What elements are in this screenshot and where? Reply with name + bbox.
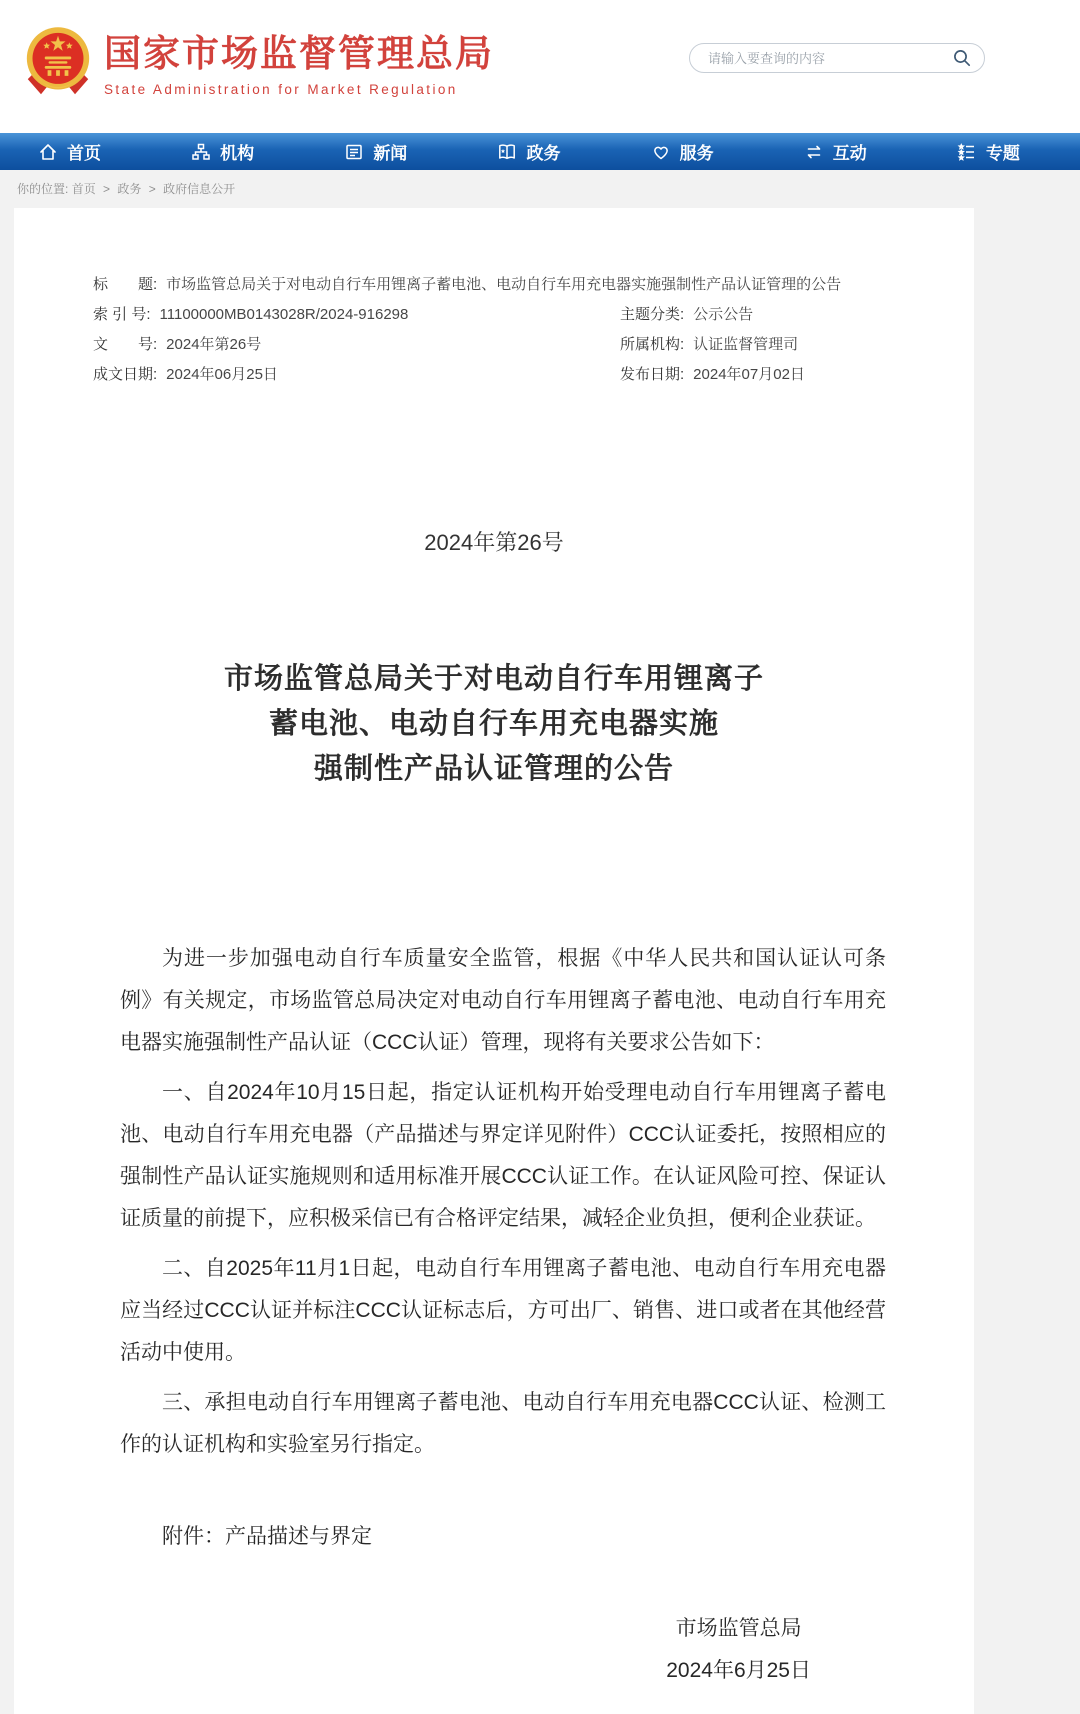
- site-header: [0, 0, 1080, 133]
- meta-value-topic-category: 公示公告: [693, 306, 754, 323]
- signature-org: 市场监管总局: [675, 1617, 802, 1640]
- meta-label-issuing-dept: 所属机构:: [620, 336, 685, 353]
- nav-item-home[interactable]: [38, 139, 101, 164]
- doc-title-line: 市场监管总局关于对电动自行车用锂离子: [223, 663, 764, 695]
- search-icon[interactable]: [952, 48, 972, 68]
- breadcrumb-separator: >: [148, 182, 156, 196]
- nav-item-org[interactable]: [191, 139, 254, 164]
- news-icon: [344, 142, 364, 162]
- meta-value-title: 市场监管总局关于对电动自行车用锂离子蓄电池、电动自行车用充电器实施强制性产品认证管理的公告: [166, 276, 842, 293]
- national-emblem-logo: [24, 22, 92, 108]
- doc-title: [14, 657, 974, 792]
- nav-item-topics[interactable]: [957, 139, 1020, 164]
- site-subtitle: State Administration for Market Regulation: [104, 82, 458, 98]
- nav-item-interact[interactable]: [804, 139, 867, 164]
- meta-label-written-date: 成文日期:: [93, 366, 158, 383]
- nav-label: 服务: [679, 144, 714, 163]
- doc-paragraph-item2: 二、自2025年11月1日起，电动自行车用锂离子蓄电池、电动自行车用充电器应当经过CCC认证并标注CCC认证标志后，方可出厂、销售、进口或者在其他经营活动中使用。: [120, 1257, 886, 1364]
- meta-value-publish-date: 2024年07月02日: [693, 366, 805, 383]
- meta-row-index: [93, 300, 974, 330]
- home-icon: [38, 142, 58, 162]
- brand-text: [104, 33, 494, 98]
- site-title: 国家市场监督管理总局: [104, 32, 494, 74]
- meta-value-written-date: 2024年06月25日: [166, 366, 278, 383]
- org-icon: [191, 142, 211, 162]
- nav-label: 新闻: [373, 144, 408, 163]
- breadcrumb-prefix: 你的位置:: [17, 182, 69, 196]
- nav-item-service[interactable]: [651, 139, 714, 164]
- breadcrumb: [0, 170, 1080, 208]
- meta-table: [14, 208, 974, 390]
- doc-number: 2024年第26号: [424, 530, 564, 555]
- attachment-link[interactable]: 产品描述与界定: [225, 1525, 372, 1548]
- attachment-label: 附件：: [162, 1525, 225, 1548]
- doc-body: [14, 938, 974, 1692]
- topics-icon: [957, 142, 977, 162]
- attachment-line: [120, 1516, 886, 1558]
- nav-item-news[interactable]: [344, 139, 407, 164]
- breadcrumb-separator: >: [103, 182, 111, 196]
- meta-value-doc-no: 2024年第26号: [166, 336, 262, 353]
- gov-icon: [497, 142, 517, 162]
- meta-label-title: 标 题:: [93, 276, 158, 293]
- meta-row-title: [93, 270, 974, 300]
- doc-paragraph-item3: 三、承担电动自行车用锂离子蓄电池、电动自行车用充电器CCC认证、检测工作的认证机构和实验室另行指定。: [120, 1391, 886, 1456]
- site-brand: [24, 22, 494, 108]
- nav-label: 专题: [985, 144, 1020, 163]
- meta-label-doc-no: 文 号:: [93, 336, 158, 353]
- meta-value-issuing-dept: 认证监督管理司: [693, 336, 799, 353]
- nav-label: 互动: [832, 144, 867, 163]
- interact-icon: [804, 142, 824, 162]
- breadcrumb-gov[interactable]: 政务: [117, 182, 142, 196]
- nav-label: 政务: [526, 144, 561, 163]
- meta-label-index-no: 索 引 号:: [93, 306, 151, 323]
- breadcrumb-info-disclosure[interactable]: 政府信息公开: [163, 182, 236, 196]
- content-card: [14, 208, 974, 1714]
- doc-title-line: 蓄电池、电动自行车用充电器实施: [268, 708, 719, 740]
- doc-paragraph-intro: 为进一步加强电动自行车质量安全监管，根据《中华人民共和国认证认可条例》有关规定，市场监管总局决定对电动自行车用锂离子蓄电池、电动自行车用充电器实施强制性产品认证（CCC认证）管理，现将有关要求公告如下：: [120, 947, 886, 1054]
- search-box: [689, 43, 985, 73]
- breadcrumb-home[interactable]: 首页: [71, 182, 96, 196]
- meta-row-dates: [93, 360, 974, 390]
- nav-item-gov[interactable]: [497, 139, 560, 164]
- main-nav: [0, 133, 1080, 170]
- doc-paragraph-item1: 一、自2024年10月15日起，指定认证机构开始受理电动自行车用锂离子蓄电池、电动自行车用充电器（产品描述与界定详见附件）CCC认证委托，按照相应的强制性产品认证实施规则和适用标准开展CCC认证工作。在认证风险可控、保证认证质量的前提下，应积极采信已有合格评定结果，减轻企业负担，便利企业获证。: [120, 1081, 886, 1230]
- nav-label: 首页: [67, 144, 101, 163]
- signature-date: 2024年6月25日: [666, 1659, 811, 1682]
- meta-value-index-no: 11100000MB0143028R/2024-916298: [159, 306, 409, 323]
- search-input[interactable]: [706, 50, 952, 67]
- doc-title-line: 强制性产品认证管理的公告: [313, 753, 674, 785]
- meta-label-publish-date: 发布日期:: [620, 366, 685, 383]
- nav-label: 机构: [220, 144, 255, 163]
- signature-block: [120, 1608, 886, 1692]
- meta-label-topic-category: 主题分类:: [620, 306, 685, 323]
- meta-row-doc-no: [93, 330, 974, 360]
- service-icon: [651, 142, 671, 162]
